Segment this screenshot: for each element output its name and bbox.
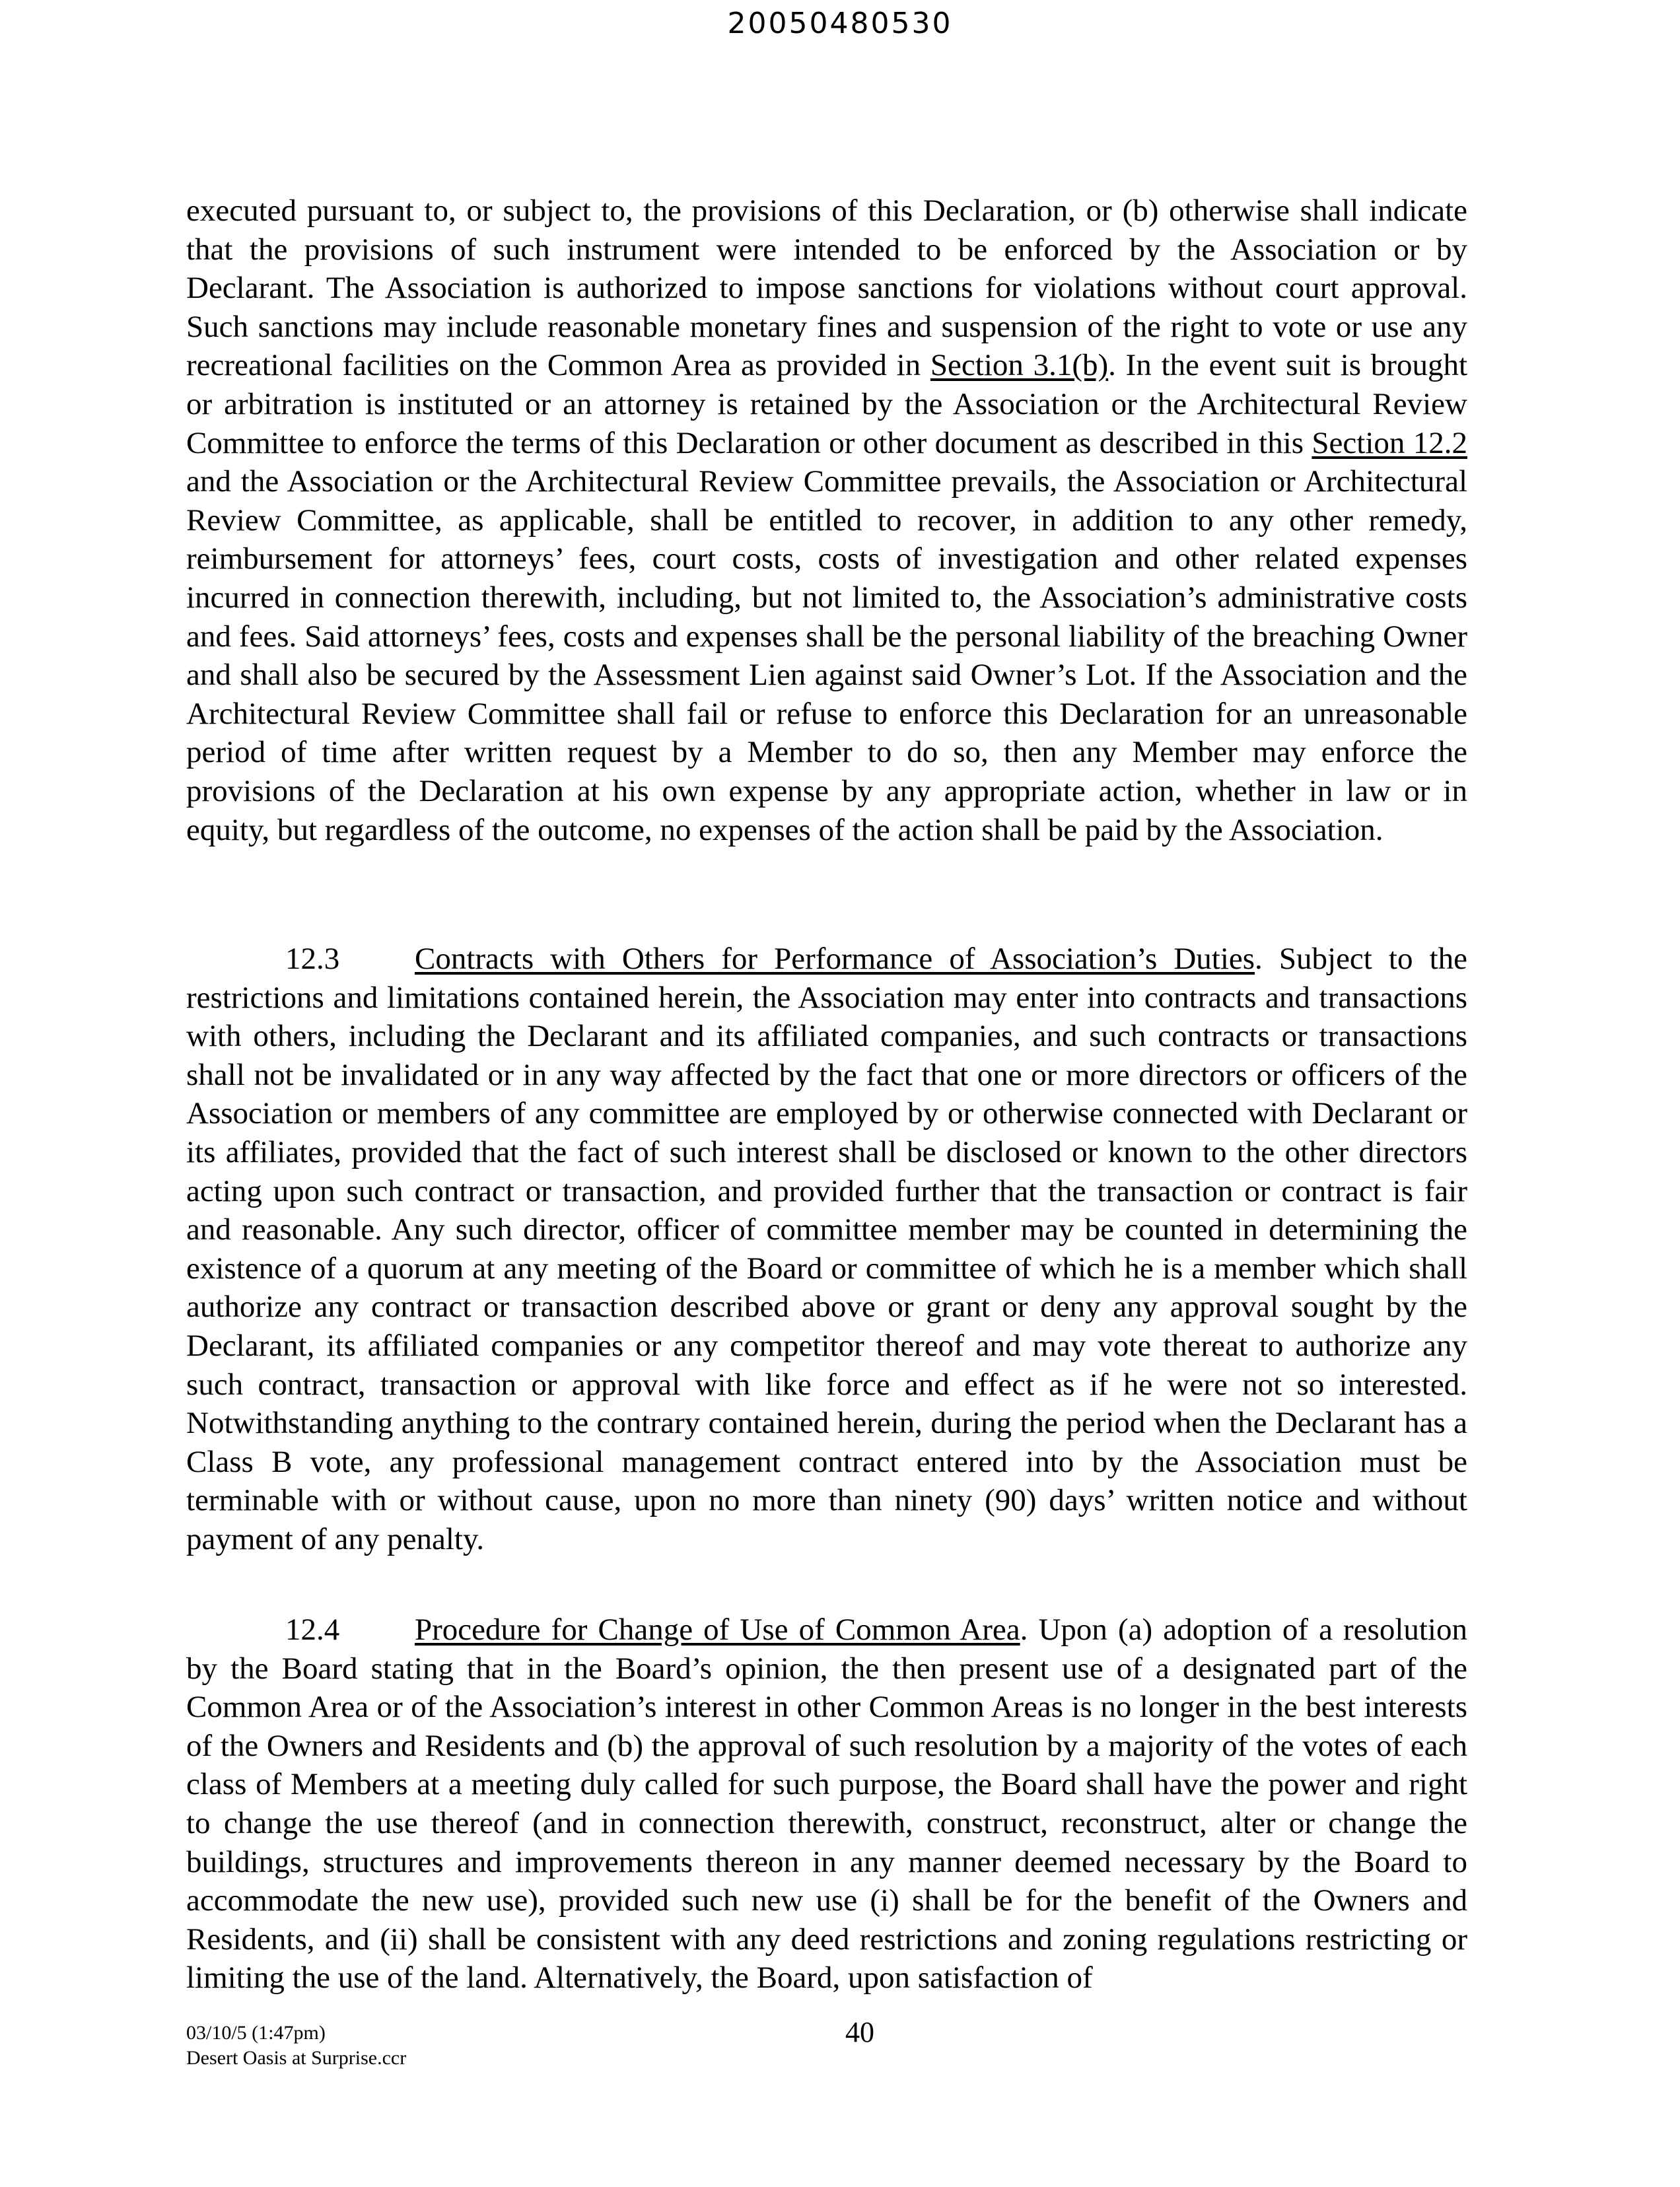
footer-file-info: [186, 2021, 406, 2071]
section-12-4: [186, 1611, 1467, 1997]
page-number: 40: [845, 2016, 874, 2048]
section-body: . Upon (a) adoption of a resolution by the Board stating that in the Board’s opinion, the then present use of a designated part of the Common Area or of the Association’s interest in other Common Areas is no longer in the best interests of the Owners and Residents and (b) the approval of such resolution by a majority of the votes of each class of Members at a meeting duly called for such purpose, the Board shall have the power and right to change the use thereof (and in connection therewith, construct, reconstruct, alter or change the buildings, structures and improvements thereon in any manner deemed necessary by the Board to accommodate the new use), provided such new use (i) shall be for the benefit of the Owners and Residents, and (ii) shall be consistent with any deed restrictions and zoning regulations restricting or limiting the use of the land. Alternatively, the Board, upon satisfaction of: [186, 1613, 1467, 1996]
footer-timestamp: 03/10/5 (1:47pm): [186, 2022, 326, 2044]
section-heading: Contracts with Others for Performance of Association’s Duties: [415, 942, 1255, 976]
section-reference: Section 3.1(b): [930, 348, 1109, 383]
section-reference: Section 12.2: [1312, 425, 1467, 460]
paragraph-text: executed pursuant to, or subject to, the provisions of this Declaration, or (b) otherwise shall indicate that the provisions of such instrument were intended to be enforced by the Association or by Declarant. The Association is authorized to impose sanctions for violations without court approval. Such sanctions may include reasonable monetary fines and suspension of the right to vote or use any recreational facilities on the Common Area as provided in: [186, 193, 1467, 383]
paragraph-continuation: [186, 191, 1467, 849]
recording-number: 20050480530: [727, 7, 953, 40]
paragraph-text: . In the event suit is brought or arbitration is instituted or an attorney is retained by the Association or the Architectural Review Committee to enforce the terms of this Declaration or other document as described in this: [186, 348, 1467, 460]
footer-filename: Desert Oasis at Surprise.ccr: [186, 2047, 407, 2069]
section-12-3: [186, 940, 1467, 1559]
section-number: 12.3: [285, 942, 340, 976]
section-body: . Subject to the restrictions and limitations contained herein, the Association may enter into contracts and transactions with others, including the Declarant and its affiliated companies, and such contracts or transactions shall not be invalidated or in any way affected by the fact that one or more directors or officers of the Association or members of any committee are employed by or otherwise connected with Declarant or its affiliates, provided that the fact of such interest shall be disclosed or known to the other directors acting upon such contract or transaction, and provided further that the transaction or contract is fair and reasonable. Any such director, officer of committee member may be counted in determining the existence of a quorum at any meeting of the Board or committee of which he is a member which shall authorize any contract or transaction described above or grant or deny any approval sought by the Declarant, its affiliated companies or any competitor thereof and may vote thereat to authorize any such contract, transaction or approval with like force and effect as if he were not so interested. Notwithstanding anything to the contrary contained herein, during the period when the Declarant has a Class B vote, any professional management contract entered into by the Association must be terminable with or without cause, upon no more than ninety (90) days’ written notice and without payment of any penalty.: [186, 942, 1467, 1556]
paragraph-text: and the Association or the Architectural Review Committee prevails, the Association or Architectural Review Committee, as applicable, shall be entitled to recover, in addition to any other remedy, reimbursement for attorneys’ fees, court costs, costs of investigation and other related expenses incurred in connection therewith, including, but not limited to, the Association’s administrative costs and fees. Said attorneys’ fees, costs and expenses shall be the personal liability of the breaching Owner and shall also be secured by the Assessment Lien against said Owner’s Lot. If the Association and the Architectural Review Committee shall fail or refuse to enforce this Declaration for an unreasonable period of time after written request by a Member to do so, then any Member may enforce the provisions of the Declaration at his own expense by any appropriate action, whether in law or in equity, but regardless of the outcome, no expenses of the action shall be paid by the Association.: [186, 464, 1467, 847]
section-heading: Procedure for Change of Use of Common Area: [415, 1613, 1020, 1647]
section-number: 12.4: [285, 1613, 340, 1647]
